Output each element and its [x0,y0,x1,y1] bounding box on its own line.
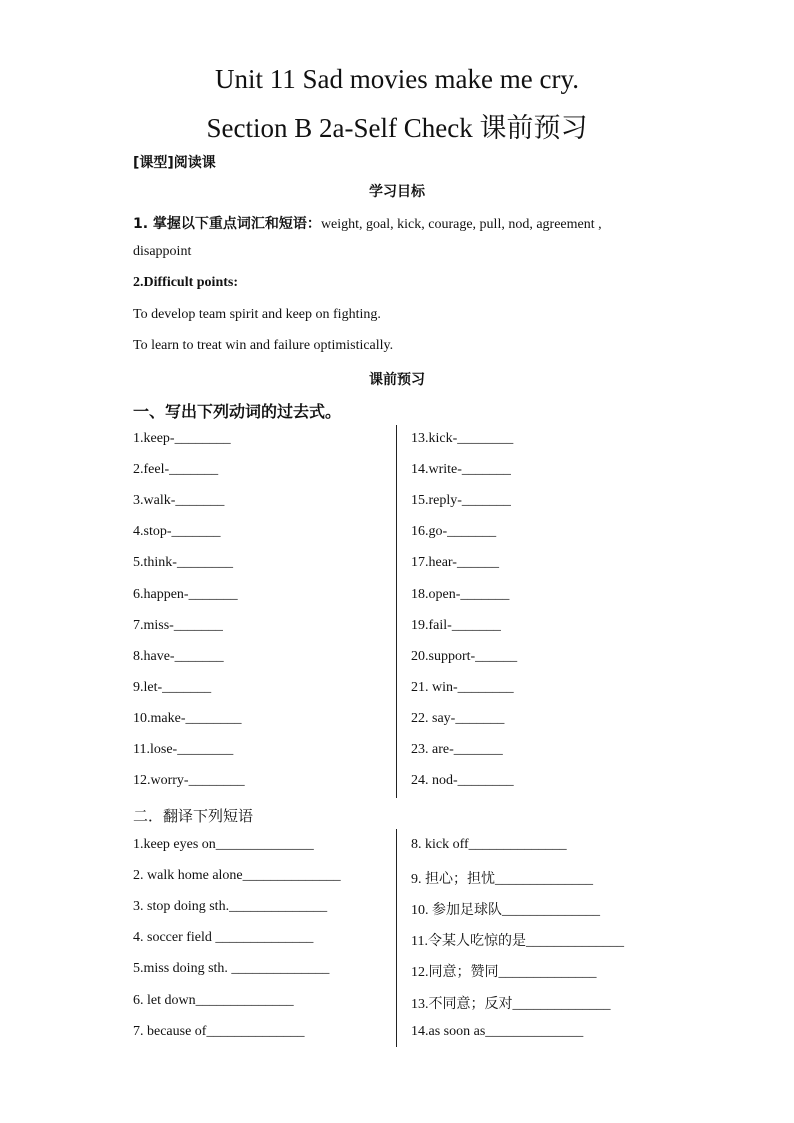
verb-item: 20.support-______ [411,648,518,664]
verb-item: 21. win-________ [411,679,514,695]
part2-column-divider [396,829,397,1047]
verb-item: 5.think-________ [133,555,233,571]
objective-point-2-line2: To learn to treat win and failure optimistically. [133,338,394,353]
phrase-item: 9. 担心；担忧______________ [411,872,593,888]
verb-item: 12.worry-________ [133,773,245,789]
part1-title: 一、写出下列动词的过去式。 [133,402,342,421]
objectives-heading: 学习目标 [369,184,425,200]
objective-point-1 [133,213,602,233]
verb-item: 24. nod-________ [411,773,514,789]
verb-item: 4.stop-_______ [133,524,221,540]
phrase-item: 3. stop doing sth.______________ [133,899,328,915]
lesson-type: [课型]阅读课 [133,155,216,171]
verb-item: 6.happen-_______ [133,586,238,602]
objective-point-2-line1: To develop team spirit and keep on fighting. [133,307,381,322]
objective-point-1-words: weight, goal, kick, courage, pull, nod, agreement , [320,217,602,232]
phrase-item: 7. because of______________ [133,1023,305,1039]
phrase-item: 8. kick off______________ [411,837,567,852]
verb-item: 1.keep-________ [133,431,231,446]
verb-item: 8.have-_______ [133,648,224,664]
phrase-item: 4. soccer field ______________ [133,930,314,946]
phrase-item: 14.as soon as______________ [411,1023,584,1039]
phrase-item: 13.不同意；反对______________ [411,996,611,1012]
verb-item: 13.kick-________ [411,431,514,446]
part2-title: 二．翻译下列短语 [133,807,254,825]
phrase-item: 6. let down______________ [133,992,294,1008]
phrase-item: 2. walk home alone______________ [133,868,341,884]
phrase-item: 5.miss doing sth. ______________ [133,961,330,977]
verb-item: 16.go-_______ [411,524,497,540]
phrase-item: 10. 参加足球队______________ [411,903,600,919]
verb-item: 23. are-_______ [411,742,503,757]
verb-item: 11.lose-________ [133,742,234,757]
preview-heading: 课前预习 [369,372,425,388]
verb-item: 3.walk-_______ [133,493,225,509]
objective-point-1-label: 1. 掌握以下重点词汇和短语： [133,216,321,232]
objective-point-2-label: 2.Difficult points: [133,275,238,290]
phrase-item: 11.令某人吃惊的是______________ [411,934,624,950]
verb-item: 18.open-_______ [411,586,510,602]
verb-item: 19.fail-_______ [411,617,501,633]
verb-item: 7.miss-_______ [133,617,223,633]
objective-point-1-continued: disappoint [133,244,192,259]
verb-item: 14.write-_______ [411,462,511,478]
part1-column-divider [396,425,397,798]
verb-item: 2.feel-_______ [133,462,219,478]
verb-item: 9.let-_______ [133,679,212,695]
phrase-item: 1.keep eyes on______________ [133,837,314,852]
document-title-line2: Section B 2a-Self Check 课前预习 [206,113,588,143]
verb-item: 15.reply-_______ [411,493,511,509]
verb-item: 10.make-________ [133,710,242,726]
verb-item: 22. say-_______ [411,710,505,726]
verb-item: 17.hear-______ [411,555,499,571]
phrase-item: 12.同意；赞同______________ [411,965,597,981]
document-title-line1: Unit 11 Sad movies make me cry. [215,64,579,94]
